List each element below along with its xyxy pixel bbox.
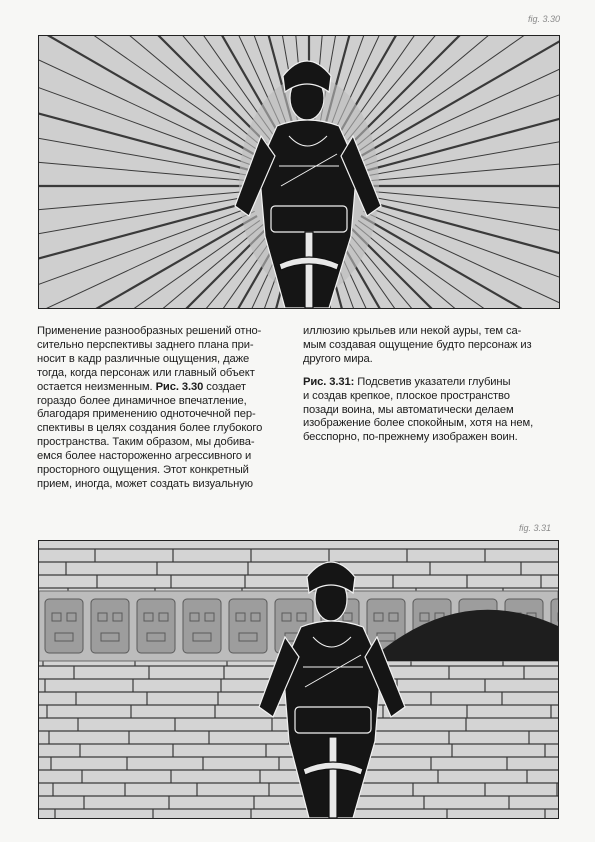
figure-3-30-illustration — [38, 35, 560, 309]
text-line — [303, 376, 533, 390]
text-line: носит в кадр различные ощущения, даже — [37, 352, 250, 365]
figure-reference-3-31: Рис. 3.31: — [303, 375, 355, 388]
figure-label-3-31: fig. 3.31 — [519, 523, 552, 533]
text-line: Применение разнообразных решений отно- — [37, 325, 262, 337]
figure-3-31-illustration — [38, 540, 559, 819]
text-line: изображение более спокойным, хотя на нем, — [303, 417, 534, 430]
text-right-column — [303, 325, 533, 454]
text-left-column — [37, 325, 262, 492]
paragraph — [303, 325, 533, 367]
text-fragment: Подсветив указатели глубины — [354, 375, 511, 388]
text-line: благодаря применению одноточечной пер- — [37, 408, 256, 421]
text-line: сительно перспективы заднего плана при- — [37, 338, 254, 351]
text-fragment: создает — [203, 380, 246, 393]
text-fragment: остается неизменным. — [37, 380, 153, 393]
text-line: пространства. Таким образом, мы добива- — [37, 436, 255, 449]
paragraph — [303, 376, 533, 446]
text-line: емся более настороженно агрессивного и — [37, 450, 252, 463]
figure-reference-3-30: Рис. 3.30 — [155, 380, 204, 393]
text-line: тогда, когда персонаж или главный объект — [37, 366, 255, 379]
warrior-radial-background-image — [39, 36, 559, 308]
text-line: бесспорно, по-прежнему изображен воин. — [303, 431, 518, 444]
text-line: спективы в целях создания более глубокого — [37, 422, 263, 435]
text-line: иллюзию крыльев или некой ауры, тем са- — [303, 325, 522, 337]
text-line: позади воина, мы автоматически делаем — [303, 403, 514, 416]
text-line: просторного ощущения. Этот конкретный — [37, 464, 249, 477]
text-line: гораздо более динамичное впечатление, — [37, 394, 247, 407]
text-line — [37, 381, 262, 395]
warrior-flat-background-image — [39, 541, 558, 818]
text-line: прием, иногда, может создать визуальную — [37, 477, 253, 490]
text-line: другого мира. — [303, 352, 373, 365]
figure-label-3-30: fig. 3.30 — [528, 14, 561, 24]
text-line: мым создавая ощущение будто персонаж из — [303, 338, 532, 351]
text-line: и создав крепкое, плоское пространство — [303, 389, 510, 402]
